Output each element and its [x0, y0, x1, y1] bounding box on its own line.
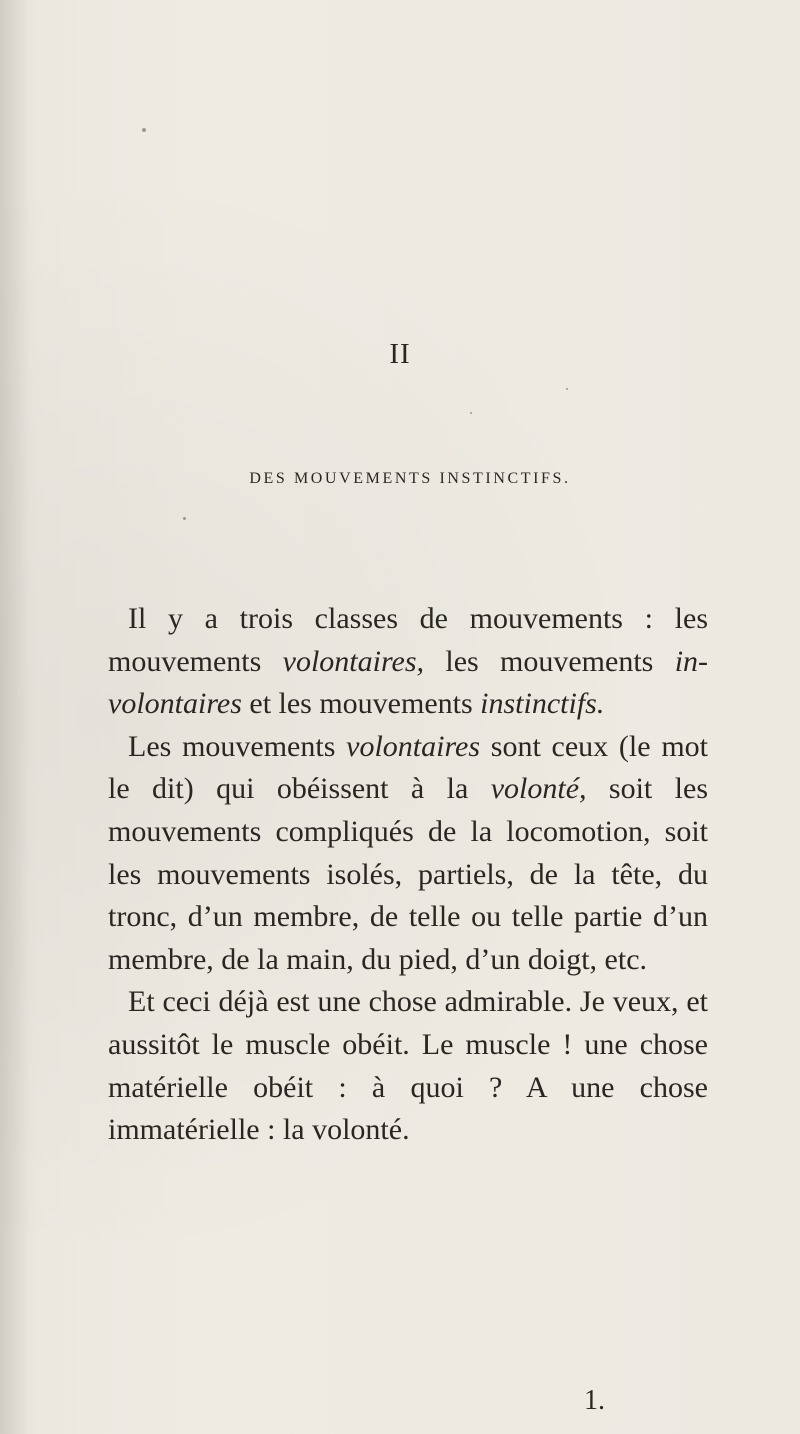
paper-speck [566, 388, 568, 390]
paragraph-text: Les mouvements [128, 729, 347, 763]
chapter-number: II [389, 338, 411, 370]
paragraph-text: et les mouvements [241, 687, 481, 721]
paragraph [108, 726, 708, 982]
body-text [108, 598, 708, 1152]
paragraph-text: Il y a trois classes de mouvements : les mouvements [108, 602, 708, 678]
italic-term: instinctifs. [480, 687, 605, 721]
paper-speck [142, 128, 146, 132]
italic-term: in-volontaires [108, 644, 709, 721]
italic-term: volonté, [490, 772, 587, 806]
paragraph [108, 598, 708, 726]
paragraph-text: les mouvements [424, 644, 675, 678]
paper-speck [183, 517, 186, 520]
italic-term: volontaires, [282, 644, 425, 678]
italic-term: volontaires [346, 729, 481, 763]
paragraph-text: sont ceux (le mot le dit) qui obéissent à la [108, 729, 708, 806]
gutter-shadow [0, 0, 30, 1434]
signature-mark: 1. [584, 1385, 605, 1416]
paper-speck [470, 412, 472, 414]
paragraph [108, 981, 708, 1151]
paragraph-text: Et ceci déjà est une chose admirable. Je veux, et aussitôt le muscle obéit. Le muscle ! une chose matérielle obéit : à quoi ? A une chose immatérielle : la volonté. [108, 985, 708, 1147]
paragraph-text: soit les mouvements compliqués de la locomotion, soit les mouvements isolés, partiels, de la tête, du tronc, d’un membre, de telle ou telle partie d’un membre, de la main, du pied, d’un doigt, etc. [108, 772, 708, 976]
chapter-title: DES MOUVEMENTS INSTINCTIFS. [249, 470, 571, 487]
